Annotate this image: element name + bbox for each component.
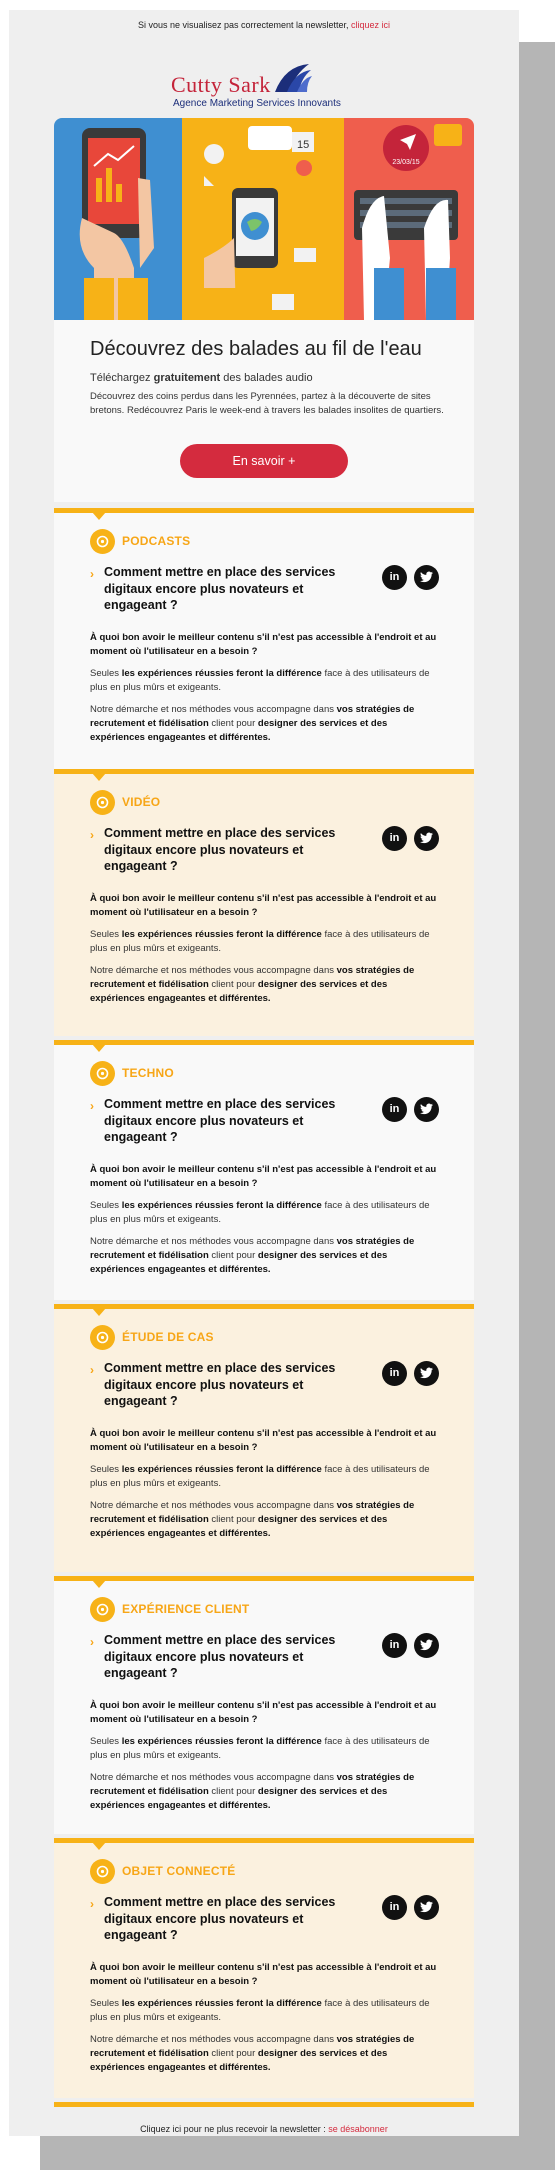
article-paragraph-1: À quoi bon avoir le meilleur contenu s'il n'est pas accessible à l'endroit et au moment où l'utilisateur en a besoin ? — [90, 893, 437, 918]
linkedin-share-button[interactable]: in — [382, 1097, 407, 1122]
brand-tagline: Agence Marketing Services Innovants — [173, 98, 341, 109]
article-paragraph-1: À quoi bon avoir le meilleur contenu s'il n'est pas accessible à l'endroit et au moment où l'utilisateur en a besoin ? — [90, 632, 437, 657]
phone-globe-icon — [232, 188, 278, 268]
video-camera-icon — [90, 790, 115, 815]
twitter-bird-icon — [420, 832, 433, 844]
article-body — [90, 1699, 442, 1821]
article-section-1 — [54, 508, 474, 770]
article-paragraph-2: Seules les expériences réussies feront la différence face à des utilisateurs de plus en plus mûrs et exigeants. — [90, 668, 430, 693]
article-body — [90, 1961, 442, 2083]
article-title[interactable]: Comment mettre en place des services digitaux encore plus novateurs et engageant ? — [104, 826, 336, 873]
chat-bubbles-icon — [90, 1597, 115, 1622]
linkedin-share-button[interactable]: in — [382, 1633, 407, 1658]
article-body — [90, 631, 442, 753]
article-title[interactable]: Comment mettre en place des services digitaux encore plus novateurs et engageant ? — [104, 1097, 336, 1144]
calendar-day: 15 — [297, 139, 310, 151]
twitter-share-button[interactable] — [414, 1361, 439, 1386]
feature-block — [54, 320, 474, 502]
section-pointer — [92, 512, 106, 520]
linkedin-share-button[interactable]: in — [382, 826, 407, 851]
twitter-share-button[interactable] — [414, 565, 439, 590]
linkedin-share-button[interactable]: in — [382, 1895, 407, 1920]
feature-title: Découvrez des balades au fil de l'eau — [90, 338, 422, 360]
section-pointer — [92, 1044, 106, 1052]
twitter-bird-icon — [420, 1639, 433, 1651]
chevron-right-icon: › — [90, 1897, 94, 1911]
twitter-bird-icon — [420, 1901, 433, 1913]
hero-illustration — [54, 118, 474, 320]
bottom-accent-bar — [54, 2102, 474, 2107]
section-pointer — [92, 1580, 106, 1588]
article-section-4 — [54, 1304, 474, 1572]
twitter-share-button[interactable] — [414, 1633, 439, 1658]
article-paragraph-2: Seules les expériences réussies feront la différence face à des utilisateurs de plus en plus mûrs et exigeants. — [90, 1736, 430, 1761]
pen-icon — [90, 1325, 115, 1350]
category-label[interactable]: VIDÉO — [122, 795, 161, 809]
linkedin-share-button[interactable]: in — [382, 1361, 407, 1386]
section-pointer — [92, 1308, 106, 1316]
article-paragraph-1: À quoi bon avoir le meilleur contenu s'il n'est pas accessible à l'endroit et au moment où l'utilisateur en a besoin ? — [90, 1164, 437, 1189]
section-pointer — [92, 773, 106, 781]
newsletter — [9, 10, 519, 2136]
article-body — [90, 892, 442, 1014]
category-label[interactable]: TECHNO — [122, 1066, 174, 1080]
sail-logo-icon — [273, 62, 313, 96]
brand-logo[interactable] — [161, 62, 371, 116]
category-label[interactable]: ÉTUDE DE CAS — [122, 1330, 214, 1344]
article-paragraph-1: À quoi bon avoir le meilleur contenu s'il n'est pas accessible à l'endroit et au moment où l'utilisateur en a besoin ? — [90, 1962, 437, 1987]
article-body — [90, 1163, 442, 1285]
learn-more-button[interactable]: En savoir + — [180, 444, 348, 478]
article-section-5 — [54, 1576, 474, 1834]
article-title[interactable]: Comment mettre en place des services digitaux encore plus novateurs et engageant ? — [104, 1633, 336, 1680]
chevron-right-icon: › — [90, 1363, 94, 1377]
twitter-bird-icon — [420, 571, 433, 583]
article-paragraph-1: À quoi bon avoir le meilleur contenu s'il n'est pas accessible à l'endroit et au moment où l'utilisateur en a besoin ? — [90, 1428, 437, 1453]
article-paragraph-2: Seules les expériences réussies feront la différence face à des utilisateurs de plus en plus mûrs et exigeants. — [90, 1464, 430, 1489]
feature-text: Découvrez des coins perdus dans les Pyrennées, partez à la découverte de sites bretons. Redécouvrez Paris le week-end à travers les balades insolites de quartiers. — [90, 391, 444, 416]
date-badge: 23/03/15 — [392, 159, 420, 166]
unsubscribe-link[interactable]: se désabonner — [328, 2124, 388, 2134]
article-paragraph-3: Notre démarche et nos méthodes vous accompagne dans vos stratégies de recrutement et fidélisation client pour designer des services et des expériences engageantes et différentes. — [90, 2034, 415, 2073]
category-label[interactable]: PODCASTS — [122, 534, 191, 548]
feature-subtitle: Téléchargez gratuitement des balades audio — [90, 372, 313, 384]
article-title[interactable]: Comment mettre en place des services digitaux encore plus novateurs et engageant ? — [104, 1361, 336, 1408]
view-online-link[interactable]: cliquez ici — [351, 20, 391, 30]
view-online-notice: Si vous ne visualisez pas correctement la newsletter, cliquez ici — [137, 20, 391, 30]
twitter-share-button[interactable] — [414, 826, 439, 851]
twitter-bird-icon — [420, 1367, 433, 1379]
chevron-right-icon: › — [90, 1099, 94, 1113]
article-title[interactable]: Comment mettre en place des services digitaux encore plus novateurs et engageant ? — [104, 1895, 336, 1942]
article-paragraph-1: À quoi bon avoir le meilleur contenu s'il n'est pas accessible à l'endroit et au moment où l'utilisateur en a besoin ? — [90, 1700, 437, 1725]
brand-name: Cutty Sark — [171, 72, 271, 97]
unsubscribe-notice: Cliquez ici pour ne plus recevoir la newsletter : se désabonner — [140, 2124, 388, 2134]
article-paragraph-3: Notre démarche et nos méthodes vous accompagne dans vos stratégies de recrutement et fidélisation client pour designer des services et des expériences engageantes et différentes. — [90, 1772, 415, 1811]
chevron-right-icon: › — [90, 567, 94, 581]
category-label[interactable]: OBJET CONNECTÉ — [122, 1864, 236, 1878]
article-paragraph-3: Notre démarche et nos méthodes vous accompagne dans vos stratégies de recrutement et fidélisation client pour designer des services et des expériences engageantes et différentes. — [90, 704, 415, 743]
article-paragraph-3: Notre démarche et nos méthodes vous accompagne dans vos stratégies de recrutement et fidélisation client pour designer des services et des expériences engageantes et différentes. — [90, 965, 415, 1004]
article-paragraph-3: Notre démarche et nos méthodes vous accompagne dans vos stratégies de recrutement et fidélisation client pour designer des services et des expériences engageantes et différentes. — [90, 1236, 415, 1275]
article-paragraph-2: Seules les expériences réussies feront la différence face à des utilisateurs de plus en plus mûrs et exigeants. — [90, 1998, 430, 2023]
twitter-share-button[interactable] — [414, 1895, 439, 1920]
article-paragraph-3: Notre démarche et nos méthodes vous accompagne dans vos stratégies de recrutement et fidélisation client pour designer des services et des expériences engageantes et différentes. — [90, 1500, 415, 1539]
article-section-2 — [54, 769, 474, 1036]
article-section-3 — [54, 1040, 474, 1300]
headphones-icon — [90, 529, 115, 554]
article-section-6 — [54, 1838, 474, 2098]
tablet-chart-icon — [82, 128, 146, 238]
article-paragraph-2: Seules les expériences réussies feront la différence face à des utilisateurs de plus en plus mûrs et exigeants. — [90, 1200, 430, 1225]
linkedin-share-button[interactable]: in — [382, 565, 407, 590]
smartphone-icon — [90, 1859, 115, 1884]
section-pointer — [92, 1842, 106, 1850]
twitter-bird-icon — [420, 1103, 433, 1115]
chevron-right-icon: › — [90, 1635, 94, 1649]
share-icon — [90, 1061, 115, 1086]
chevron-right-icon: › — [90, 828, 94, 842]
article-title[interactable]: Comment mettre en place des services digitaux encore plus novateurs et engageant ? — [104, 565, 336, 612]
twitter-share-button[interactable] — [414, 1097, 439, 1122]
article-paragraph-2: Seules les expériences réussies feront la différence face à des utilisateurs de plus en plus mûrs et exigeants. — [90, 929, 430, 954]
article-body — [90, 1427, 442, 1549]
category-label[interactable]: EXPÉRIENCE CLIENT — [122, 1602, 250, 1616]
